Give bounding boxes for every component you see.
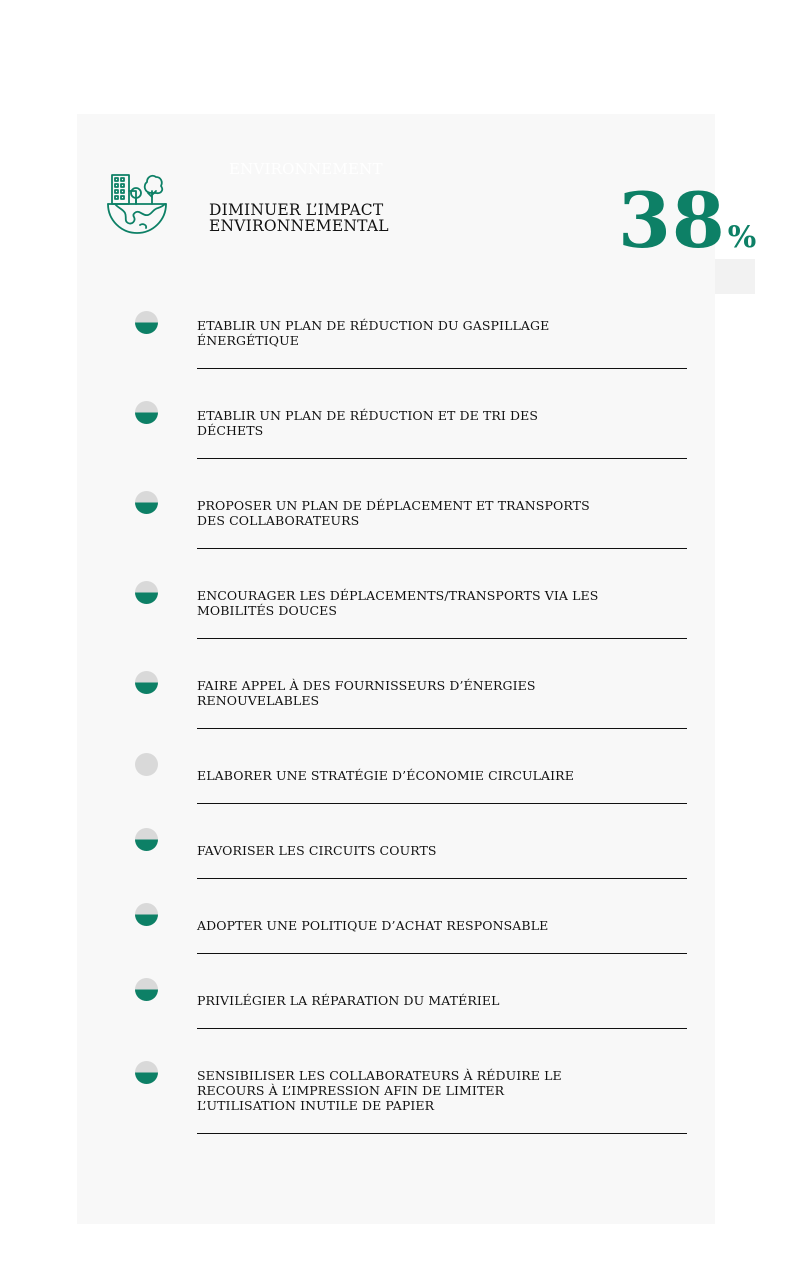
list-item-line: RENOUVELABLES [197, 693, 320, 708]
list-item-line: FAVORISER LES CIRCUITS COURTS [197, 843, 437, 858]
list-item-line: DÉCHETS [197, 423, 264, 438]
city-planet-icon [106, 173, 168, 235]
percentage-value: 38 [618, 176, 726, 265]
divider [197, 458, 687, 459]
title-line: DIMINUER L’IMPACT [209, 201, 384, 219]
half-filled-status-icon [135, 671, 158, 694]
half-filled-status-icon [135, 581, 158, 604]
empty-status-icon [135, 753, 158, 776]
list-item-line: FAIRE APPEL À DES FOURNISSEURS D’ÉNERGIES [197, 678, 536, 693]
list-item-text [197, 918, 597, 933]
list-item-line: MOBILITÉS DOUCES [197, 603, 338, 618]
divider [197, 368, 687, 369]
divider [197, 1028, 687, 1029]
list-item-text [197, 993, 597, 1008]
list-item-line: ETABLIR UN PLAN DE RÉDUCTION DU GASPILLAGE [197, 318, 550, 333]
title-line: ENVIRONNEMENTAL [209, 217, 389, 235]
divider [197, 548, 687, 549]
half-filled-status-icon [135, 401, 158, 424]
environment-card [77, 114, 715, 1224]
list-item-text [197, 843, 597, 858]
list-item-line: SENSIBILISER LES COLLABORATEURS À RÉDUIRE LE [197, 1068, 562, 1083]
list-item-line: RECOURS À L’IMPRESSION AFIN DE LIMITER [197, 1083, 505, 1098]
list-item-text [197, 768, 597, 783]
list-item-text [197, 318, 597, 348]
divider [197, 1133, 687, 1134]
percentage-score [618, 176, 756, 266]
half-filled-status-icon [135, 978, 158, 1001]
divider [197, 953, 687, 954]
list-item-line: ÉNERGÉTIQUE [197, 333, 299, 348]
list-item-line: ELABORER UNE STRATÉGIE D’ÉCONOMIE CIRCULAIRE [197, 768, 574, 783]
half-filled-status-icon [135, 491, 158, 514]
list-item-text [197, 498, 597, 528]
list-item-text [197, 588, 597, 618]
half-filled-status-icon [135, 1061, 158, 1084]
divider [197, 728, 687, 729]
list-item-line: PRIVILÉGIER LA RÉPARATION DU MATÉRIEL [197, 993, 500, 1008]
list-item-text [197, 408, 597, 438]
list-item-line: L’UTILISATION INUTILE DE PAPIER [197, 1098, 435, 1113]
divider [197, 638, 687, 639]
list-item-line: DES COLLABORATEURS [197, 513, 360, 528]
page-title [209, 202, 429, 234]
percentage-sign: % [727, 220, 757, 255]
list-item-line: PROPOSER UN PLAN DE DÉPLACEMENT ET TRANSPORTS [197, 498, 590, 513]
half-filled-status-icon [135, 828, 158, 851]
list-item-text [197, 678, 597, 708]
list-item-line: ADOPTER UNE POLITIQUE D’ACHAT RESPONSABLE [197, 918, 549, 933]
divider [197, 878, 687, 879]
half-filled-status-icon [135, 311, 158, 334]
list-item-text [197, 1068, 597, 1113]
half-filled-status-icon [135, 903, 158, 926]
eyebrow-label: ENVIRONNEMENT [229, 160, 383, 178]
divider [197, 803, 687, 804]
list-item-line: ETABLIR UN PLAN DE RÉDUCTION ET DE TRI DES [197, 408, 539, 423]
list-item-line: ENCOURAGER LES DÉPLACEMENTS/TRANSPORTS VIA LES [197, 588, 599, 603]
